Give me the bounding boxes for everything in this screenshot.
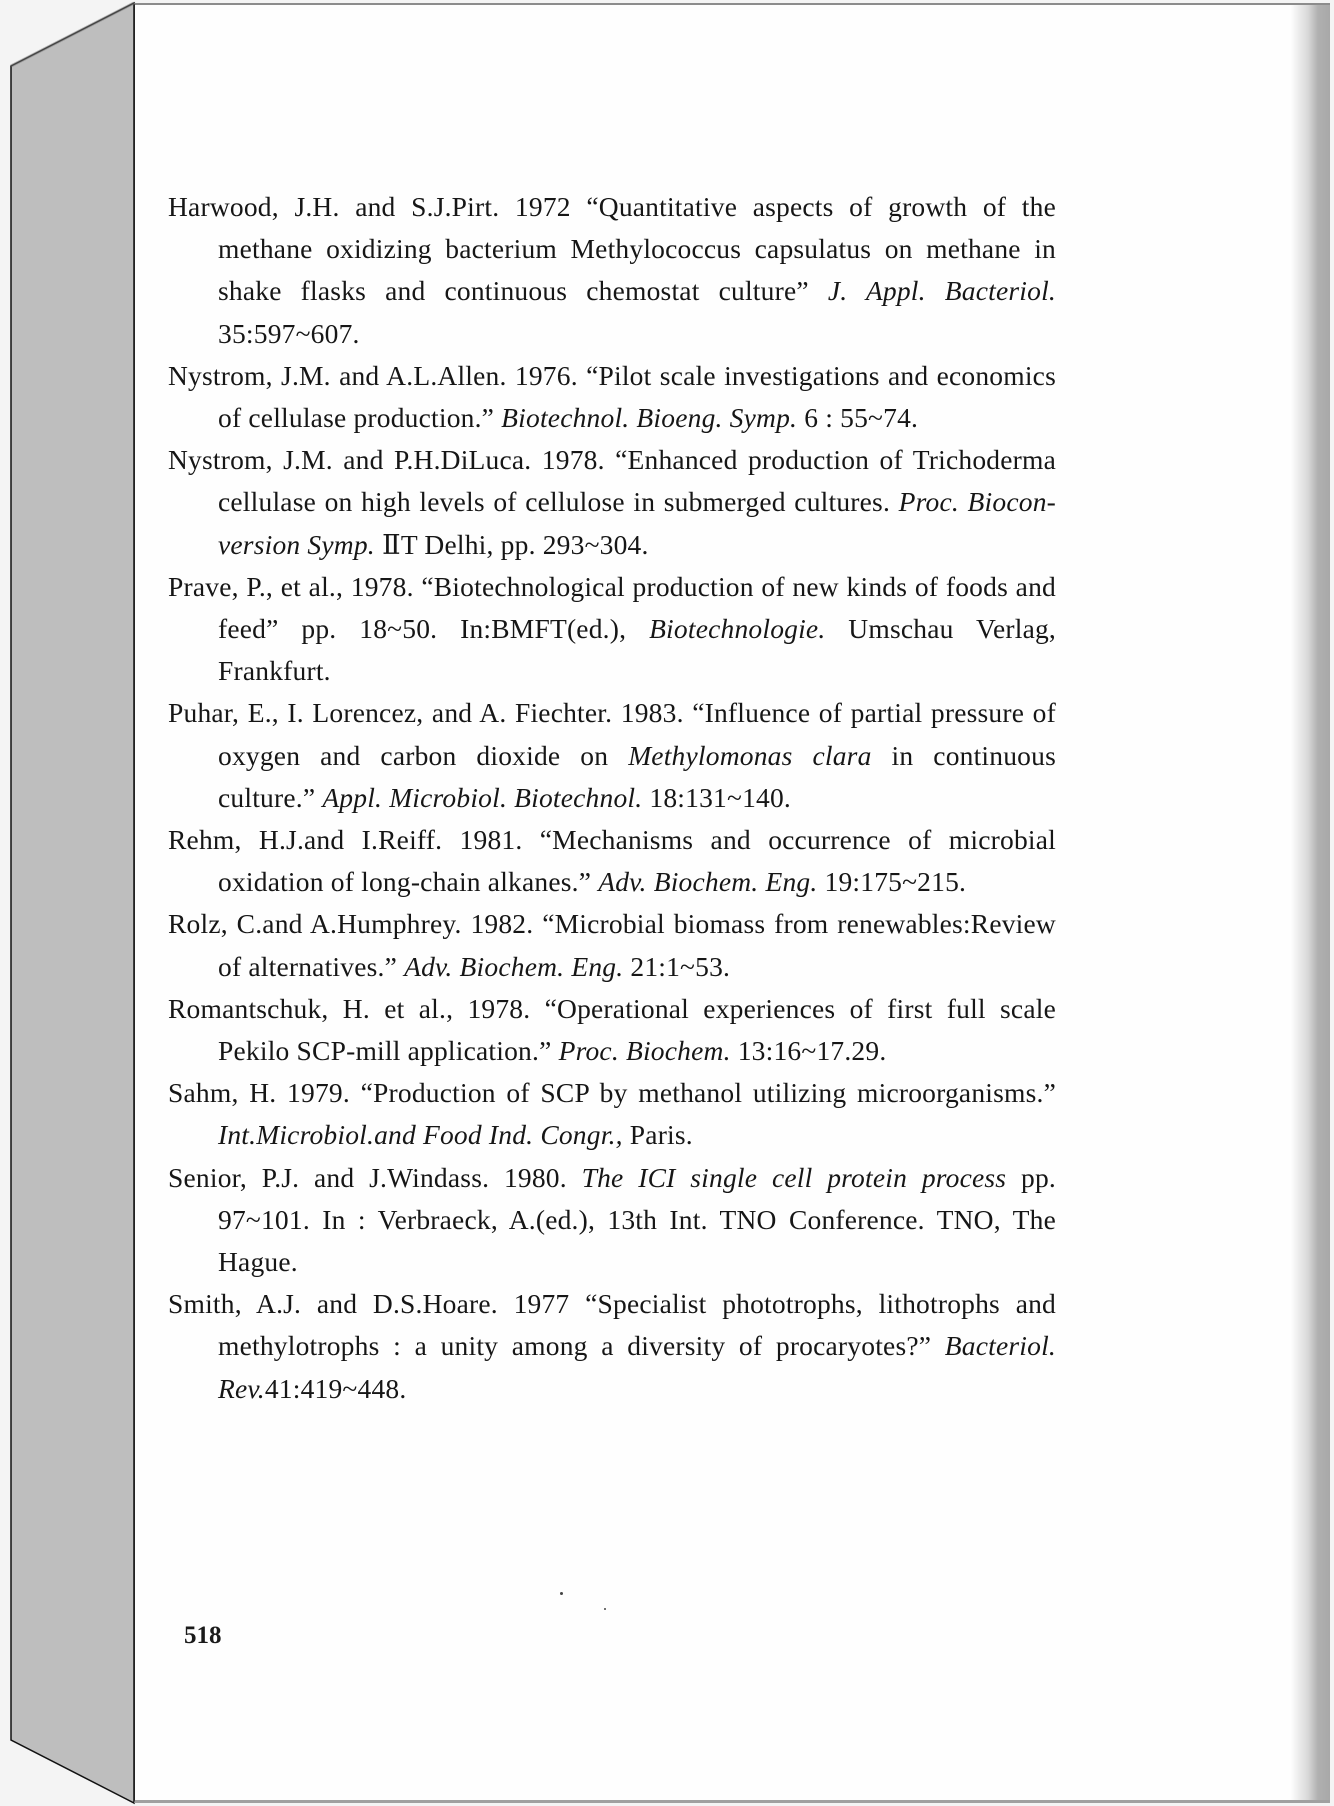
ref-authors: Romantschuk, H. et al., 1978. [168,992,545,1024]
reference-entry [168,903,1056,987]
ref-species: Methylomonas clara [628,739,872,771]
reference-entry [168,355,1056,439]
ref-volume-pages: Umschau Verlag, Frankfurt. [218,613,1057,687]
ref-volume-pages: 6 : 55~74. [797,402,919,434]
ref-volume-pages: ⅡT Delhi, pp. 293~304. [374,528,649,560]
scan-speck [604,1608,606,1610]
reference-entry [168,566,1056,693]
ref-journal: Proc. Biocon-version Symp. [218,486,1056,560]
ref-authors: Senior, P.J. and J.Windass. 1980. [168,1161,582,1193]
ref-journal: The ICI single cell protein process [581,1161,1007,1193]
page-number: 518 [184,1622,222,1649]
ref-journal: J. Appl. Bacteriol. [827,275,1056,307]
reference-entry [168,1157,1056,1284]
ref-volume-pages: Paris. [622,1119,693,1151]
ref-volume-pages: 21:1~53. [623,950,731,982]
ref-volume-pages: 19:175~215. [817,866,967,898]
ref-volume-pages: 18:131~140. [642,781,791,813]
ref-title: “Biotechnological production of new kinds of foods and feed” pp. 18~50. In:BMFT(ed.), [218,570,1056,645]
ref-volume-pages: 41:419~448. [264,1372,407,1404]
ref-authors: Prave, P., et al., 1978. [168,570,422,602]
reference-list [168,186,1056,1410]
ref-journal: Biotechnol. Bioeng. Symp. [501,402,798,434]
ref-journal: Int.Microbiol.and Food Ind. Congr., [218,1119,623,1151]
ref-journal: Appl. Microbiol. Biotechnol. [322,781,643,813]
book-spine [0,0,140,1806]
reference-entry [168,186,1056,355]
ref-authors: Puhar, E., I. Lorencez, and A. Fiechter. 1983. [168,697,693,729]
ref-title: “Influence of partial pressure of oxygen and carbon dioxide on [218,697,1056,771]
ref-title: “Production of SCP by methanol utilizing microorganisms.” [360,1077,1056,1109]
ref-title: “Mechanisms and occurrence of microbial oxidation of long-chain alkanes.” [218,824,1056,898]
ref-journal: Bacteriol. Rev. [218,1330,1056,1404]
ref-volume-pages: 35:597~607. [218,317,360,349]
reference-entry [168,692,1056,819]
ref-journal: Proc. Biochem. [558,1035,731,1067]
ref-title: “Quantitative aspects of growth of the methane oxidizing bacterium Methylococcus capsulatus on methane in shake flasks and continuous chemostat culture” [218,191,1056,307]
ref-title: “Specialist phototrophs, lithotrophs and methylotrophs : a unity among a diversity of procaryotes?” [218,1288,1056,1362]
ref-authors: Rolz, C.and A.Humphrey. 1982. [168,908,543,940]
ref-authors: Nystrom, J.M. and P.H.DiLuca. 1978. [168,444,616,476]
reference-entry [168,819,1056,903]
ref-volume-pages: pp. 97~101. In : Verbraeck, A.(ed.), 13th Int. TNO Conference. TNO, The Hague. [218,1161,1056,1278]
ref-title: “Microbial biomass from renewables:Review of alternatives.” [218,908,1056,982]
page-edge-shadow [1290,5,1330,1800]
ref-authors: Rehm, H.J.and I.Reiff. 1981. [168,824,540,856]
reference-entry [168,1072,1056,1156]
ref-journal: Biotechnologie. [649,613,826,645]
ref-title: “Enhanced production of Trichoderma cellulase on high levels of cellulose in submerged cultures. [218,444,1056,518]
ref-authors: Sahm, H. 1979. [168,1077,361,1109]
ref-title: “Operational experiences of first full scale Pekilo SCP-mill application.” [218,992,1056,1067]
reference-entry [168,439,1056,566]
ref-authors: Harwood, J.H. and S.J.Pirt. 1972 [168,191,587,222]
ref-title: “Pilot scale investigations and economics of cellulase production.” [218,359,1056,434]
scan-speck [560,1592,563,1595]
ref-volume-pages: 13:16~17.29. [730,1035,887,1067]
ref-journal: Adv. Biochem. Eng. [404,950,624,982]
ref-authors: Nystrom, J.M. and A.L.Allen. 1976. [168,359,587,391]
ref-title-cont: in continuous culture.” [218,739,1056,813]
reference-entry [168,1283,1056,1410]
ref-authors: Smith, A.J. and D.S.Hoare. 1977 [168,1288,586,1320]
reference-entry [168,988,1056,1072]
ref-journal: Adv. Biochem. Eng. [598,866,818,898]
